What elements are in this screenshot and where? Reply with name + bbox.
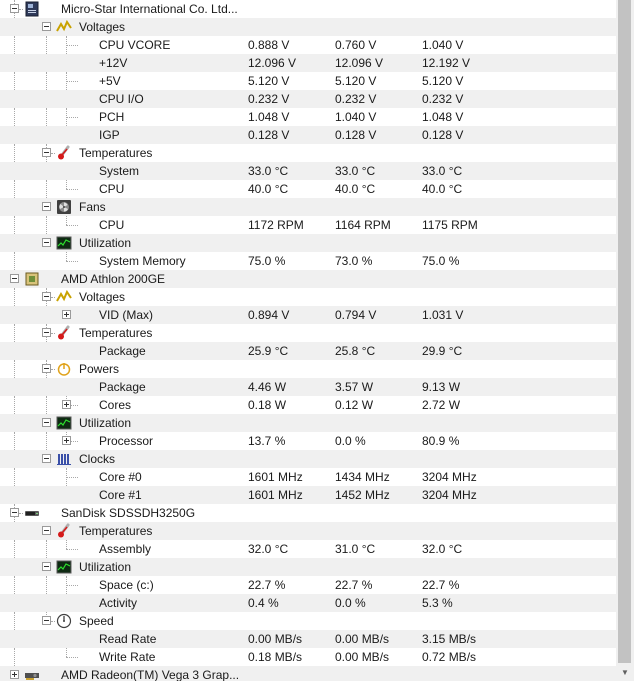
- node-label: AMD Athlon 200GE: [61, 272, 166, 286]
- max-value: 29.9 °C: [422, 344, 463, 358]
- node-label: +5V: [99, 74, 121, 88]
- min-value: 0.00 MB/s: [335, 650, 390, 664]
- voltage-icon: [56, 289, 72, 305]
- collapse-icon[interactable]: [42, 418, 51, 427]
- category-node[interactable]: [0, 360, 616, 378]
- sensor-row[interactable]: [0, 216, 616, 234]
- node-label: Temperatures: [79, 326, 153, 340]
- node-label: CPU VCORE: [99, 38, 171, 52]
- sensor-row[interactable]: [0, 432, 616, 450]
- min-value: 1164 RPM: [335, 218, 391, 232]
- category-node[interactable]: [0, 144, 616, 162]
- min-value: 0.128 V: [335, 128, 377, 142]
- vertical-scrollbar[interactable]: [616, 0, 634, 681]
- device-node[interactable]: [0, 0, 616, 18]
- current-value: 13.7 %: [248, 434, 286, 448]
- collapse-icon[interactable]: [42, 148, 51, 157]
- node-label: Clocks: [79, 452, 116, 466]
- node-label: Temperatures: [79, 146, 153, 160]
- min-value: 0.760 V: [335, 38, 377, 52]
- thermometer-icon: [56, 325, 72, 341]
- category-node[interactable]: [0, 414, 616, 432]
- gpu-card-icon: [24, 667, 40, 681]
- node-label: Activity: [99, 596, 138, 610]
- node-label: System: [99, 164, 140, 178]
- sensor-row[interactable]: [0, 126, 616, 144]
- scrollbar-thumb[interactable]: [618, 0, 631, 663]
- sensor-row[interactable]: [0, 630, 616, 648]
- device-node[interactable]: [0, 270, 616, 288]
- sensor-row[interactable]: [0, 72, 616, 90]
- max-value: 5.3 %: [422, 596, 453, 610]
- category-node[interactable]: [0, 198, 616, 216]
- sensor-row[interactable]: [0, 378, 616, 396]
- sensor-row[interactable]: [0, 540, 616, 558]
- disk-drive-icon: [24, 505, 40, 521]
- sensor-row[interactable]: [0, 252, 616, 270]
- current-value: 0.232 V: [248, 92, 290, 106]
- expand-icon[interactable]: [62, 436, 71, 445]
- node-label: Processor: [99, 434, 154, 448]
- max-value: 33.0 °C: [422, 164, 463, 178]
- node-label: Powers: [79, 362, 120, 376]
- sensor-row[interactable]: [0, 576, 616, 594]
- node-label: Utilization: [79, 236, 132, 250]
- min-value: 5.120 V: [335, 74, 377, 88]
- motherboard-icon: [24, 1, 40, 17]
- min-value: 22.7 %: [335, 578, 373, 592]
- sensor-row[interactable]: [0, 306, 616, 324]
- current-value: 22.7 %: [248, 578, 286, 592]
- min-value: 1.040 V: [335, 110, 377, 124]
- max-value: 75.0 %: [422, 254, 460, 268]
- max-value: 40.0 °C: [422, 182, 463, 196]
- clock-bars-icon: [56, 451, 72, 467]
- max-value: 0.72 MB/s: [422, 650, 477, 664]
- thermometer-icon: [56, 145, 72, 161]
- category-node[interactable]: [0, 612, 616, 630]
- sensor-row[interactable]: [0, 396, 616, 414]
- min-value: 31.0 °C: [335, 542, 376, 556]
- current-value: 5.120 V: [248, 74, 290, 88]
- node-label: Voltages: [79, 20, 126, 34]
- node-label: Voltages: [79, 290, 126, 304]
- current-value: 1.048 V: [248, 110, 290, 124]
- node-label: Write Rate: [99, 650, 156, 664]
- sensor-row[interactable]: [0, 108, 616, 126]
- sensor-row[interactable]: [0, 162, 616, 180]
- max-value: 5.120 V: [422, 74, 464, 88]
- max-value: 1175 RPM: [422, 218, 478, 232]
- cpu-chip-icon: [24, 271, 40, 287]
- max-value: 3204 MHz: [422, 470, 477, 484]
- sensor-row[interactable]: [0, 54, 616, 72]
- collapse-icon[interactable]: [10, 4, 19, 13]
- current-value: 40.0 °C: [248, 182, 289, 196]
- node-label: SanDisk SDSSDH3250G: [61, 506, 196, 520]
- expand-icon[interactable]: [10, 670, 19, 679]
- max-value: 0.232 V: [422, 92, 464, 106]
- current-value: 0.888 V: [248, 38, 290, 52]
- sensor-row[interactable]: [0, 90, 616, 108]
- current-value: 0.00 MB/s: [248, 632, 303, 646]
- max-value: 3204 MHz: [422, 488, 477, 502]
- current-value: 0.894 V: [248, 308, 290, 322]
- node-label: Assembly: [99, 542, 152, 556]
- min-value: 33.0 °C: [335, 164, 376, 178]
- sensor-row[interactable]: [0, 180, 616, 198]
- collapse-icon[interactable]: [10, 508, 19, 517]
- node-label: IGP: [99, 128, 120, 142]
- min-value: 0.00 MB/s: [335, 632, 390, 646]
- category-node[interactable]: [0, 558, 616, 576]
- node-label: Speed: [79, 614, 114, 628]
- power-icon: [56, 361, 72, 377]
- collapse-icon[interactable]: [42, 22, 51, 31]
- node-label: Micro-Star International Co. Ltd...: [61, 2, 238, 16]
- current-value: 12.096 V: [248, 56, 297, 70]
- fan-icon: [56, 199, 72, 215]
- current-value: 0.128 V: [248, 128, 290, 142]
- min-value: 0.232 V: [335, 92, 377, 106]
- category-node[interactable]: [0, 522, 616, 540]
- collapse-icon[interactable]: [42, 454, 51, 463]
- node-label: PCH: [99, 110, 125, 124]
- collapse-icon[interactable]: [42, 616, 51, 625]
- min-value: 1452 MHz: [335, 488, 390, 502]
- min-value: 0.12 W: [335, 398, 374, 412]
- node-label: Fans: [79, 200, 106, 214]
- min-value: 25.8 °C: [335, 344, 376, 358]
- current-value: 33.0 °C: [248, 164, 289, 178]
- node-label: Cores: [99, 398, 132, 412]
- collapse-icon[interactable]: [42, 364, 51, 373]
- min-value: 3.57 W: [335, 380, 374, 394]
- device-node[interactable]: [0, 666, 616, 681]
- sensor-row[interactable]: [0, 342, 616, 360]
- collapse-icon[interactable]: [42, 562, 51, 571]
- node-label: +12V: [99, 56, 128, 70]
- current-value: 1172 RPM: [248, 218, 304, 232]
- min-value: 0.0 %: [335, 596, 366, 610]
- current-value: 4.46 W: [248, 380, 287, 394]
- min-value: 12.096 V: [335, 56, 384, 70]
- utilization-icon: [56, 235, 72, 251]
- min-value: 40.0 °C: [335, 182, 376, 196]
- node-label: Package: [99, 380, 146, 394]
- max-value: 22.7 %: [422, 578, 460, 592]
- sensor-row[interactable]: [0, 468, 616, 486]
- max-value: 1.031 V: [422, 308, 464, 322]
- category-node[interactable]: [0, 18, 616, 36]
- node-label: Core #1: [99, 488, 142, 502]
- collapse-icon[interactable]: [42, 202, 51, 211]
- thermometer-icon: [56, 523, 72, 539]
- current-value: 1601 MHz: [248, 470, 303, 484]
- max-value: 9.13 W: [422, 380, 461, 394]
- category-node[interactable]: [0, 234, 616, 252]
- node-label: Space (c:): [99, 578, 154, 592]
- current-value: 1601 MHz: [248, 488, 303, 502]
- category-node[interactable]: [0, 450, 616, 468]
- sensor-row[interactable]: [0, 648, 616, 666]
- collapse-icon[interactable]: [42, 526, 51, 535]
- node-label: CPU: [99, 218, 125, 232]
- node-label: Read Rate: [99, 632, 157, 646]
- sensor-row[interactable]: [0, 594, 616, 612]
- utilization-icon: [56, 415, 72, 431]
- min-value: 73.0 %: [335, 254, 373, 268]
- current-value: 75.0 %: [248, 254, 286, 268]
- device-node[interactable]: [0, 504, 616, 522]
- expand-icon[interactable]: [62, 400, 71, 409]
- node-label: VID (Max): [99, 308, 153, 322]
- category-node[interactable]: [0, 288, 616, 306]
- max-value: 1.048 V: [422, 110, 464, 124]
- node-label: Utilization: [79, 560, 132, 574]
- sensor-row[interactable]: [0, 486, 616, 504]
- node-label: Utilization: [79, 416, 132, 430]
- node-label: Temperatures: [79, 524, 153, 538]
- collapse-icon[interactable]: [42, 328, 51, 337]
- min-value: 0.794 V: [335, 308, 377, 322]
- min-value: 1434 MHz: [335, 470, 390, 484]
- node-label: CPU: [99, 182, 125, 196]
- current-value: 0.4 %: [248, 596, 279, 610]
- node-label: CPU I/O: [99, 92, 144, 106]
- collapse-icon[interactable]: [42, 292, 51, 301]
- voltage-icon: [56, 19, 72, 35]
- speed-gauge-icon: [56, 613, 72, 629]
- max-value: 0.128 V: [422, 128, 464, 142]
- utilization-icon: [56, 559, 72, 575]
- max-value: 1.040 V: [422, 38, 464, 52]
- scroll-down-arrow-icon[interactable]: ▼: [616, 664, 634, 681]
- current-value: 32.0 °C: [248, 542, 289, 556]
- current-value: 25.9 °C: [248, 344, 289, 358]
- expand-icon[interactable]: [62, 310, 71, 319]
- max-value: 2.72 W: [422, 398, 461, 412]
- category-node[interactable]: [0, 324, 616, 342]
- max-value: 12.192 V: [422, 56, 471, 70]
- sensor-row[interactable]: [0, 36, 616, 54]
- node-label: Package: [99, 344, 146, 358]
- min-value: 0.0 %: [335, 434, 366, 448]
- collapse-icon[interactable]: [42, 238, 51, 247]
- current-value: 0.18 W: [248, 398, 287, 412]
- node-label: System Memory: [99, 254, 186, 268]
- max-value: 32.0 °C: [422, 542, 463, 556]
- current-value: 0.18 MB/s: [248, 650, 303, 664]
- collapse-icon[interactable]: [10, 274, 19, 283]
- max-value: 80.9 %: [422, 434, 460, 448]
- node-label: AMD Radeon(TM) Vega 3 Grap...: [61, 668, 240, 681]
- node-label: Core #0: [99, 470, 142, 484]
- max-value: 3.15 MB/s: [422, 632, 477, 646]
